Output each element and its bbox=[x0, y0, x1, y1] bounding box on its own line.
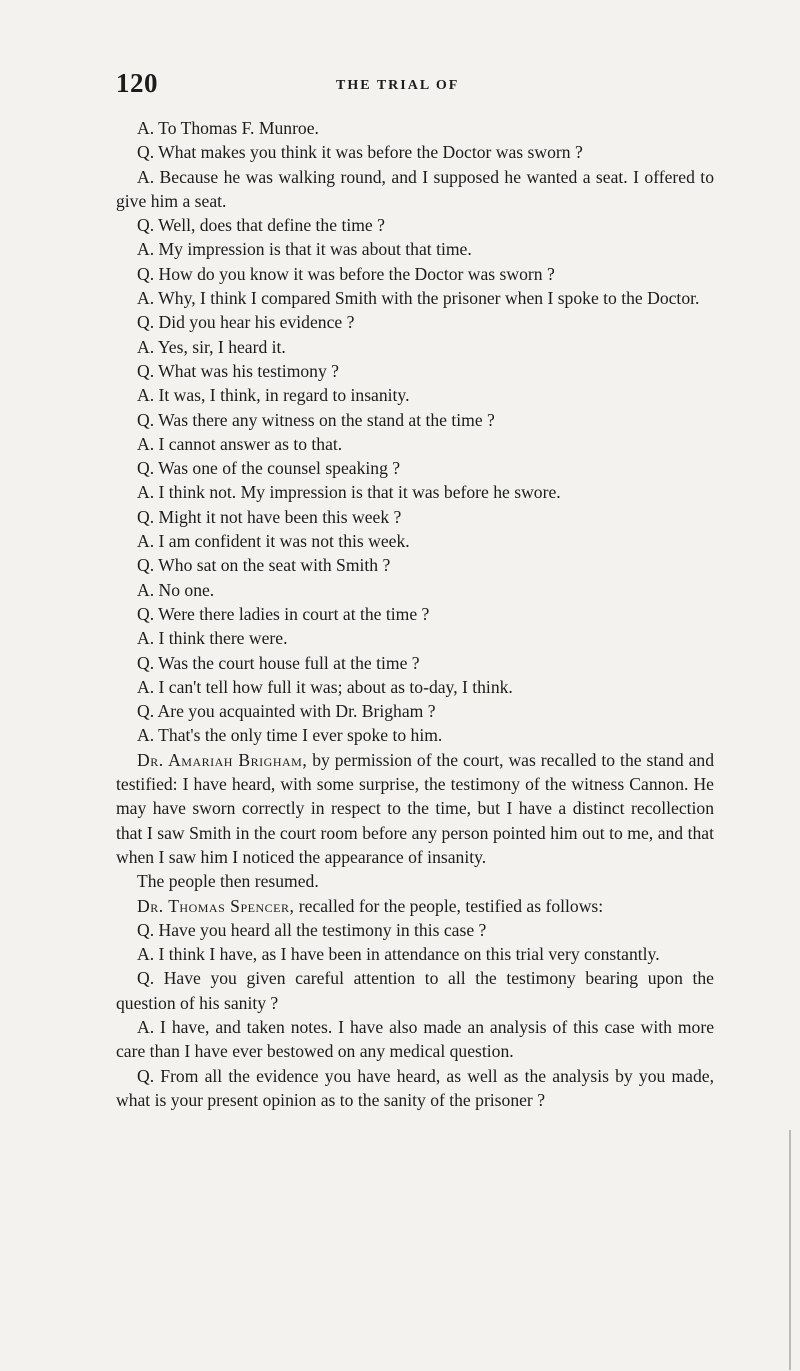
paragraph: A. I am confident it was not this week. bbox=[137, 531, 410, 552]
paragraph: Q. Well, does that define the time ? bbox=[137, 215, 385, 236]
paragraph: Q. Are you acquainted with Dr. Brigham ? bbox=[137, 701, 436, 722]
paragraph: Q. How do you know it was before the Doctor was sworn ? bbox=[137, 263, 555, 284]
paragraph: Q. Have you given careful attention to all the testimony bearing upon the question of his sanity ? bbox=[116, 968, 714, 1013]
paragraph: Q. Who sat on the seat with Smith ? bbox=[137, 555, 391, 576]
body-text bbox=[116, 116, 714, 1112]
spencer-intro bbox=[116, 894, 714, 918]
paragraph: Q. What was his testimony ? bbox=[137, 360, 339, 381]
paragraph: A. No one. bbox=[137, 579, 215, 600]
paragraph: A. Yes, sir, I heard it. bbox=[137, 336, 286, 357]
testimony-text: by permission of the court, was recalled to the stand and testified: I have heard, with some surprise, the testimony of the witness Cannon. He may have sworn correctly in respect to the time, but I have a distinct recollection that I saw Smith in the court room before any person pointed him out to me, and that when I saw him I noticed the appearance of insanity. bbox=[116, 749, 715, 867]
paragraph: A. I can't tell how full it was; about as to-day, I think. bbox=[137, 676, 513, 697]
paragraph: A. To Thomas F. Munroe. bbox=[137, 118, 319, 138]
paragraph: A. That's the only time I ever spoke to him. bbox=[137, 725, 443, 746]
paragraph: A. I think not. My impression is that it was before he swore. bbox=[137, 482, 561, 503]
paragraph: Q. Was the court house full at the time ? bbox=[137, 652, 420, 673]
witness-name: Dr. Amariah Brigham, bbox=[137, 749, 308, 770]
paragraph: Q. Was there any witness on the stand at the time ? bbox=[137, 409, 495, 430]
paragraph: Q. Might it not have been this week ? bbox=[137, 506, 402, 527]
page-header bbox=[116, 68, 716, 108]
paragraph: The people then resumed. bbox=[137, 871, 319, 892]
paragraph: Q. Were there ladies in court at the time ? bbox=[137, 603, 430, 624]
brigham-testimony bbox=[116, 748, 714, 869]
paragraph: A. It was, I think, in regard to insanity. bbox=[137, 385, 410, 406]
testimony-text: recalled for the people, testified as follows: bbox=[294, 895, 604, 916]
paragraph: Q. Have you heard all the testimony in this case ? bbox=[137, 919, 487, 940]
running-title: THE TRIAL OF bbox=[336, 78, 460, 93]
paragraph: A. I cannot answer as to that. bbox=[137, 433, 343, 454]
paragraph: Q. From all the evidence you have heard, as well as the analysis by you made, what is your present opinion as to the sanity of the prisoner ? bbox=[116, 1065, 714, 1110]
paragraph: Q. What makes you think it was before the Doctor was sworn ? bbox=[137, 142, 583, 163]
paragraph: A. Because he was walking round, and I supposed he wanted a seat. I offered to give him a seat. bbox=[116, 166, 714, 211]
paragraph: A. I have, and taken notes. I have also made an analysis of this case with more care than I have ever bestowed on any medical question. bbox=[116, 1016, 714, 1062]
paragraph: Q. Did you hear his evidence ? bbox=[137, 312, 355, 333]
witness-name: Dr. Thomas Spencer, bbox=[137, 895, 295, 916]
paragraph: A. I think there were. bbox=[137, 628, 288, 649]
page-number: 120 bbox=[116, 68, 158, 98]
paragraph: Q. Was one of the counsel speaking ? bbox=[137, 458, 401, 479]
paragraph: A. I think I have, as I have been in attendance on this trial very constantly. bbox=[137, 944, 660, 965]
page-edge-line bbox=[789, 1130, 791, 1370]
paragraph: A. Why, I think I compared Smith with the prisoner when I spoke to the Doctor. bbox=[137, 288, 700, 309]
paragraph: A. My impression is that it was about that time. bbox=[137, 239, 472, 260]
